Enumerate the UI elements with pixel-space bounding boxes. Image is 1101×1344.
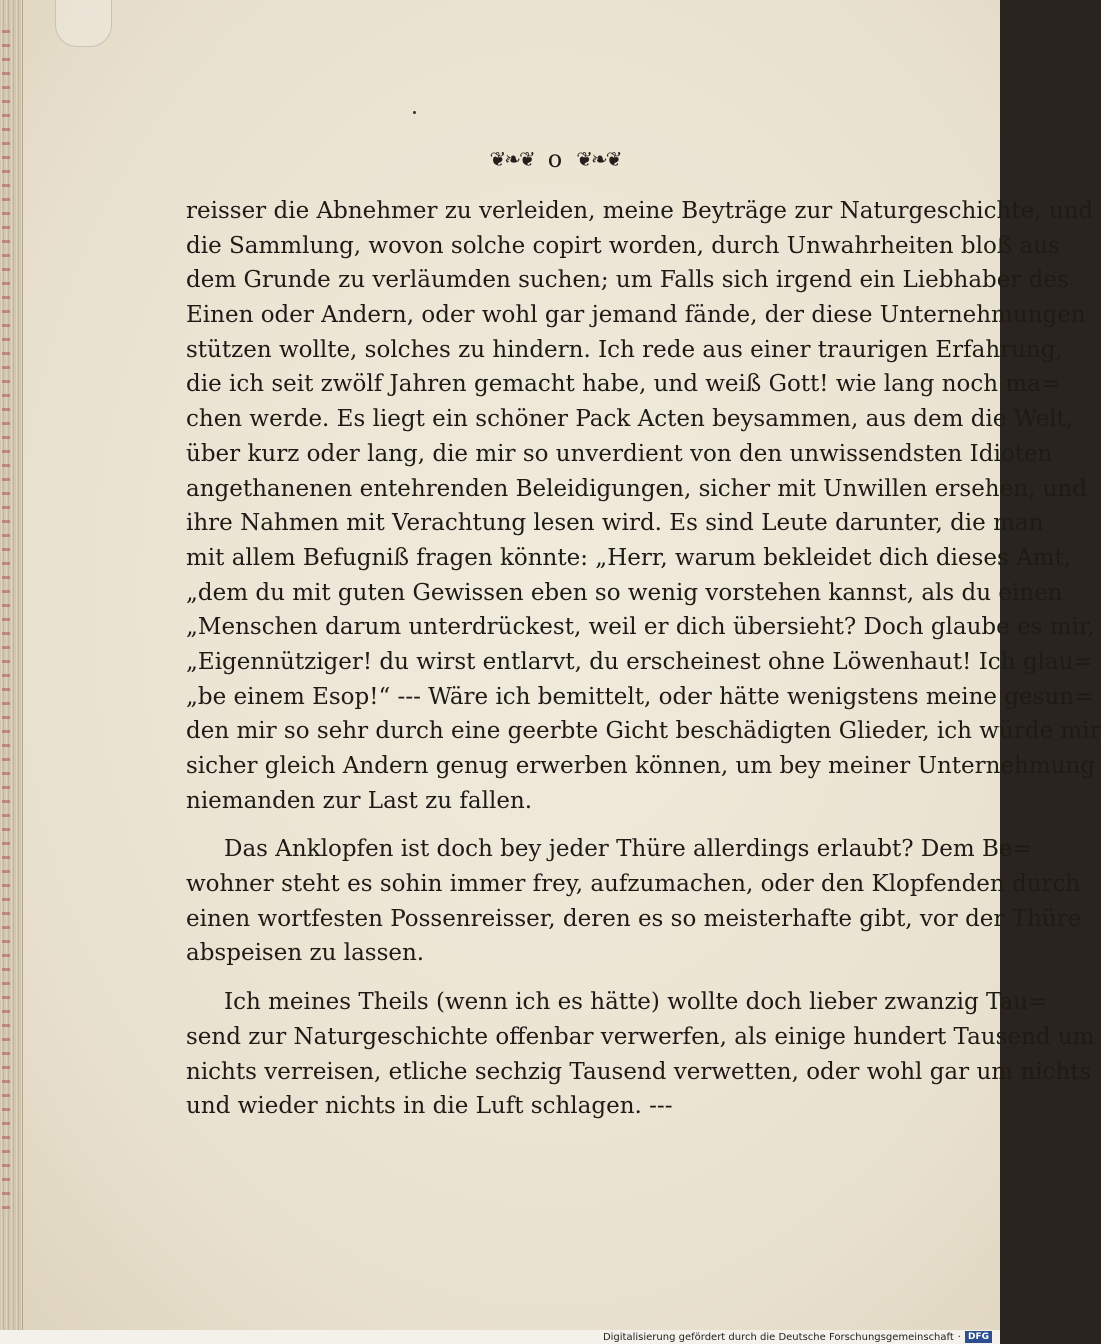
- paragraph: [186, 832, 1082, 971]
- text-line: einen wortfesten Possenreisser, deren es so meisterhafte gibt, vor der Thüre: [186, 905, 1082, 932]
- text-line: ihre Nahmen mit Verachtung lesen wird. Es sind Leute darunter, die man: [186, 510, 1044, 537]
- digitization-footer: [0, 1330, 1000, 1344]
- text-line: „be einem Esop!“ --- Wäre ich bemittelt, oder hätte wenigstens meine gesun=: [186, 683, 1094, 710]
- text-line: angethanenen entehrenden Beleidigungen, sicher mit Unwillen ersehen, und: [186, 475, 1088, 502]
- text-line: die Sammlung, wovon solche copirt worden, durch Unwahrheiten bloß aus: [186, 232, 1060, 259]
- page-edge-marks: [2, 30, 10, 1210]
- page-header: [470, 142, 640, 176]
- text-line: und wieder nichts in die Luft schlagen. ---: [186, 1093, 673, 1120]
- footer-credit: Digitalisierung gefördert durch die Deutsche Forschungsgemeinschaft: [602, 1331, 954, 1343]
- text-line: mit allem Befugniß fragen könnte: „Herr, warum bekleidet dich dieses Amt,: [186, 544, 1072, 571]
- text-line: nichts verreisen, etliche sechzig Tausend verwetten, oder wohl gar um nichts: [186, 1058, 1092, 1085]
- text-line: „Eigennütziger! du wirst entlarvt, du erscheinest ohne Löwenhaut! Ich glau=: [186, 648, 1093, 675]
- paragraph-gap: [186, 971, 936, 985]
- footer-separator: ·: [957, 1331, 961, 1343]
- ink-dot: [413, 111, 416, 114]
- text-line: abspeisen zu lassen.: [186, 940, 425, 967]
- page-clip-shadow: [55, 0, 112, 47]
- text-line: über kurz oder lang, die mir so unverdient von den unwissendsten Idioten: [186, 440, 1053, 467]
- page-edge-stack: [0, 0, 23, 1330]
- paragraph: [186, 985, 1095, 1124]
- ornament-right-icon: ❦❧❦: [576, 147, 621, 171]
- text-line: send zur Naturgeschichte offenbar verwerfen, als einige hundert Tausend um: [186, 1023, 1095, 1050]
- text-line: sicher gleich Andern genug erwerben können, um bey meiner Unternehmung: [186, 753, 1096, 779]
- text-line: niemanden zur Last zu fallen.: [186, 787, 533, 814]
- text-line: „dem du mit guten Gewissen eben so wenig vorstehen kannst, als du einen: [186, 579, 1063, 606]
- text-line: den mir so sehr durch eine geerbte Gicht beschädigten Glieder, ich würde mir: [186, 718, 1101, 745]
- text-line: chen werde. Es liegt ein schöner Pack Acten beysammen, aus dem die Welt,: [186, 406, 1073, 433]
- text-line: wohner steht es sohin immer frey, aufzumachen, oder den Klopfenden durch: [186, 871, 1081, 898]
- text-line: die ich seit zwölf Jahren gemacht habe, und weiß Gott! wie lang noch ma=: [186, 371, 1061, 398]
- page-number: o: [547, 145, 563, 173]
- text-line: „Menschen darum unterdrückest, weil er dich übersieht? Doch glaube es mir,: [186, 614, 1095, 641]
- text-line: Einen oder Andern, oder wohl gar jemand fände, der diese Unternehmungen: [186, 302, 1086, 329]
- paragraph: [186, 194, 1101, 818]
- text-line: reisser die Abnehmer zu verleiden, meine Beyträge zur Naturgeschichte, und: [186, 198, 1094, 224]
- text-line: Das Anklopfen ist doch bey jeder Thüre allerdings erlaubt? Dem Be=: [224, 836, 1032, 863]
- text-line: dem Grunde zu verläumden suchen; um Falls sich irgend ein Liebhaber des: [186, 267, 1069, 294]
- text-line: Ich meines Theils (wenn ich es hätte) wollte doch lieber zwanzig Tau=: [224, 989, 1048, 1016]
- page-text: [186, 194, 1101, 1124]
- dfg-logo-icon: DFG: [965, 1331, 992, 1343]
- paragraph-gap: [186, 818, 936, 832]
- ornament-left-icon: ❦❧❦: [489, 147, 534, 171]
- text-line: stützen wollte, solches zu hindern. Ich rede aus einer traurigen Erfahrung,: [186, 336, 1063, 363]
